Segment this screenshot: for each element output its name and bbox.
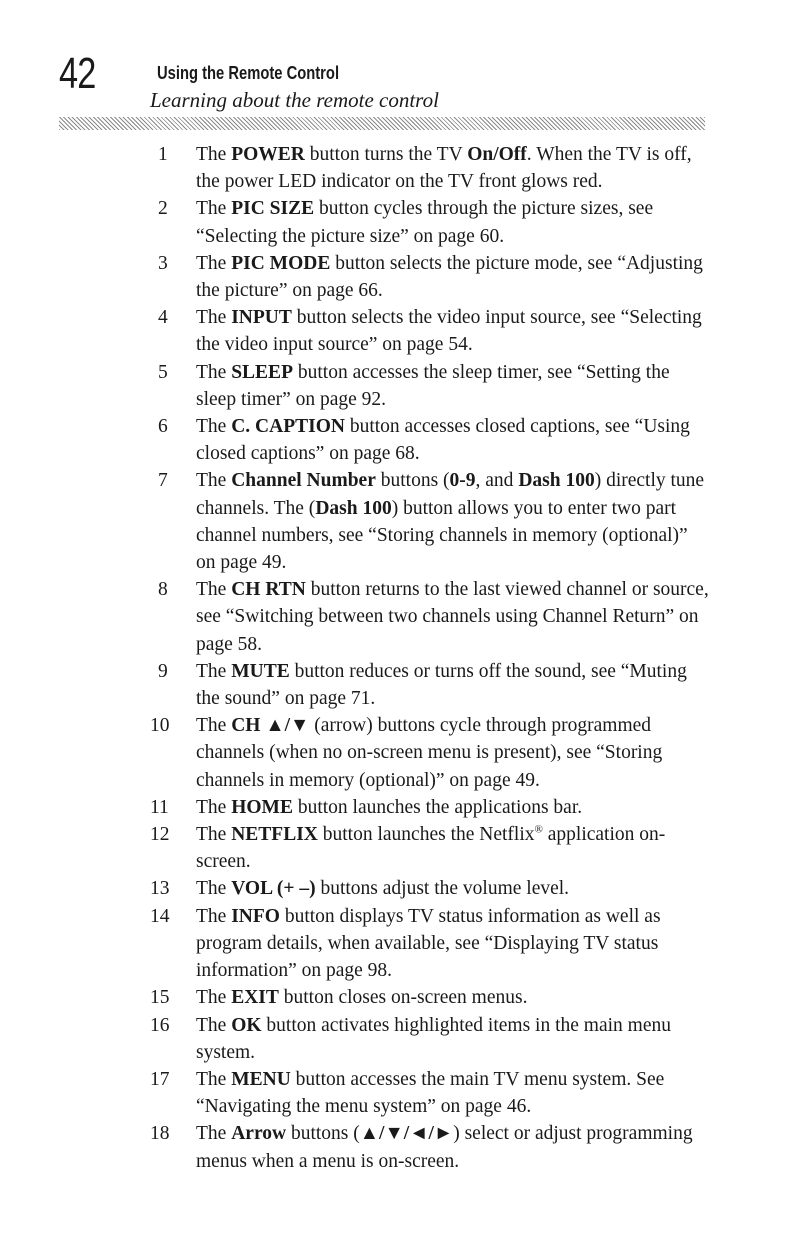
button-name: Channel Number [231, 470, 376, 492]
list-item-number: 17 [150, 1068, 170, 1090]
button-name: VOL (+ –) [231, 878, 316, 900]
text-run: application on-screen. [196, 824, 666, 873]
text-run: The [196, 1014, 232, 1036]
list-item [150, 1012, 710, 1066]
text-run: The [196, 987, 232, 1009]
list-item-number: 7 [158, 470, 168, 492]
list-item [150, 875, 710, 902]
list-item [150, 467, 710, 576]
text-run: The [196, 198, 232, 220]
text-run: The [196, 796, 232, 818]
button-name: CH ▲/▼ [231, 715, 310, 737]
button-description-list [150, 141, 710, 1175]
button-name: EXIT [231, 987, 279, 1009]
list-item [150, 250, 710, 304]
button-name: NETFLIX [231, 824, 318, 846]
text-run: . When the TV is off, the power LED indicator on the TV front glows red. [196, 144, 692, 193]
text-run: (arrow) buttons cycle through programmed channels (when no on-screen menu is present), see “Storing channels in memory (optional)” on page 49. [196, 715, 663, 791]
text-run: ) select or adjust programming menus when a menu is on-screen. [196, 1123, 693, 1172]
list-item-number: 10 [150, 715, 170, 737]
text-run: buttons ( [375, 470, 450, 492]
list-item-text [196, 821, 710, 875]
list-item [150, 984, 710, 1011]
button-name: MENU [231, 1068, 291, 1090]
list-item-number: 8 [158, 579, 168, 601]
text-run: button cycles through the picture sizes, see “Selecting the picture size” on page 60. [196, 198, 654, 247]
button-name: INPUT [231, 307, 292, 329]
text-run: The [196, 905, 232, 927]
list-item-text [196, 984, 710, 1011]
list-item-number: 16 [150, 1014, 170, 1036]
text-run: button returns to the last viewed channel or source, see “Switching between two channels using Channel Return” on page 58. [196, 579, 709, 655]
button-name: HOME [231, 796, 293, 818]
list-item [150, 576, 710, 658]
list-item-number: 15 [150, 987, 170, 1009]
text-run: button closes on-screen menus. [278, 987, 528, 1009]
list-item [150, 1120, 710, 1174]
list-item-text [196, 1066, 710, 1120]
button-name: POWER [231, 144, 305, 165]
registered-mark: ® [534, 823, 543, 836]
button-name: Dash 100 [518, 470, 595, 492]
text-run: ) directly tune channels. The ( [196, 470, 705, 519]
text-run: button reduces or turns off the sound, see “Muting the sound” on page 71. [196, 660, 687, 710]
text-run: button turns the TV [304, 144, 468, 165]
text-run: The [196, 660, 232, 682]
list-item-text [196, 141, 710, 195]
list-item-text [196, 903, 710, 985]
list-item-text [196, 250, 710, 304]
text-run: The [196, 715, 232, 737]
text-run: buttons adjust the volume level. [315, 878, 570, 900]
button-name: ▲/▼/◄/► [359, 1123, 454, 1145]
list-item-text [196, 576, 710, 658]
text-run: The [196, 416, 232, 438]
page-number: 42 [59, 49, 96, 98]
list-item-text [196, 658, 710, 712]
button-name: MUTE [231, 660, 290, 682]
list-item-number: 13 [150, 878, 170, 900]
text-run: button displays TV status information as well as program details, when available, see “Displaying TV status information” on page 98. [196, 905, 661, 982]
list-item [150, 304, 710, 358]
text-run: button activates highlighted items in the main menu system. [196, 1014, 671, 1063]
list-item-text [196, 794, 710, 821]
button-name: On/Off [467, 144, 527, 165]
list-item-text [196, 467, 710, 576]
text-run: The [196, 579, 232, 601]
list-item [150, 903, 710, 985]
button-name: PIC SIZE [231, 198, 315, 220]
text-run: , and [475, 470, 519, 492]
text-run: button launches the Netflix [317, 824, 535, 846]
text-run: The [196, 1068, 232, 1090]
button-name: Dash 100 [315, 497, 392, 519]
list-item-text [196, 195, 710, 249]
list-item-number: 3 [158, 252, 168, 274]
text-run: The [196, 1123, 232, 1145]
list-item-number: 2 [158, 198, 168, 220]
list-item [150, 359, 710, 413]
button-name: CH RTN [231, 579, 306, 601]
text-run: The [196, 307, 232, 329]
list-item [150, 195, 710, 249]
text-run: button accesses closed captions, see “Using closed captions” on page 68. [196, 416, 690, 465]
text-run: button launches the applications bar. [292, 796, 583, 818]
list-item [150, 658, 710, 712]
list-item-text [196, 413, 710, 467]
list-item-number: 5 [158, 361, 168, 383]
list-item [150, 794, 710, 821]
text-run: The [196, 878, 232, 900]
list-item-text [196, 712, 710, 794]
subsection-title: Learning about the remote control [150, 88, 439, 112]
text-run: button selects the picture mode, see “Adjusting the picture” on page 66. [196, 252, 703, 302]
list-item-number: 14 [150, 905, 170, 927]
section-title: Using the Remote Control [157, 63, 340, 83]
list-item-number: 4 [158, 307, 168, 329]
text-run: The [196, 824, 232, 846]
button-name: SLEEP [231, 361, 293, 383]
button-name: 0-9 [449, 470, 476, 492]
text-run: The [196, 252, 232, 274]
button-name: Arrow [231, 1123, 287, 1145]
list-item [150, 141, 710, 195]
button-name: INFO [231, 905, 280, 927]
button-name: PIC MODE [231, 252, 331, 274]
list-item-number: 12 [150, 824, 170, 846]
text-run: buttons ( [286, 1123, 360, 1145]
list-item [150, 413, 710, 467]
list-item-text [196, 875, 710, 902]
list-item-number: 18 [150, 1123, 170, 1145]
text-run: ) button allows you to enter two part channel numbers, see “Storing channels in memory (optional)” on page 49. [196, 497, 688, 574]
text-run: The [196, 144, 232, 165]
header-divider [59, 117, 705, 130]
list-item-number: 6 [158, 416, 168, 438]
list-item-text [196, 1120, 710, 1174]
button-name: OK [231, 1014, 262, 1036]
list-item-number: 9 [158, 660, 168, 682]
text-run: The [196, 361, 232, 383]
text-run: button accesses the sleep timer, see “Setting the sleep timer” on page 92. [196, 361, 670, 410]
list-item [150, 821, 710, 875]
button-name: C. CAPTION [231, 416, 345, 438]
list-item [150, 1066, 710, 1120]
text-run: The [196, 470, 232, 492]
list-item-number: 11 [150, 796, 169, 818]
text-run: button accesses the main TV menu system. See “Navigating the menu system” on page 46. [196, 1068, 665, 1118]
list-item-text [196, 359, 710, 413]
text-run: button selects the video input source, see “Selecting the video input source” on page 54. [196, 307, 702, 356]
list-item-number: 1 [158, 144, 168, 165]
list-item [150, 712, 710, 794]
list-item-text [196, 1012, 710, 1066]
list-item-text [196, 304, 710, 358]
